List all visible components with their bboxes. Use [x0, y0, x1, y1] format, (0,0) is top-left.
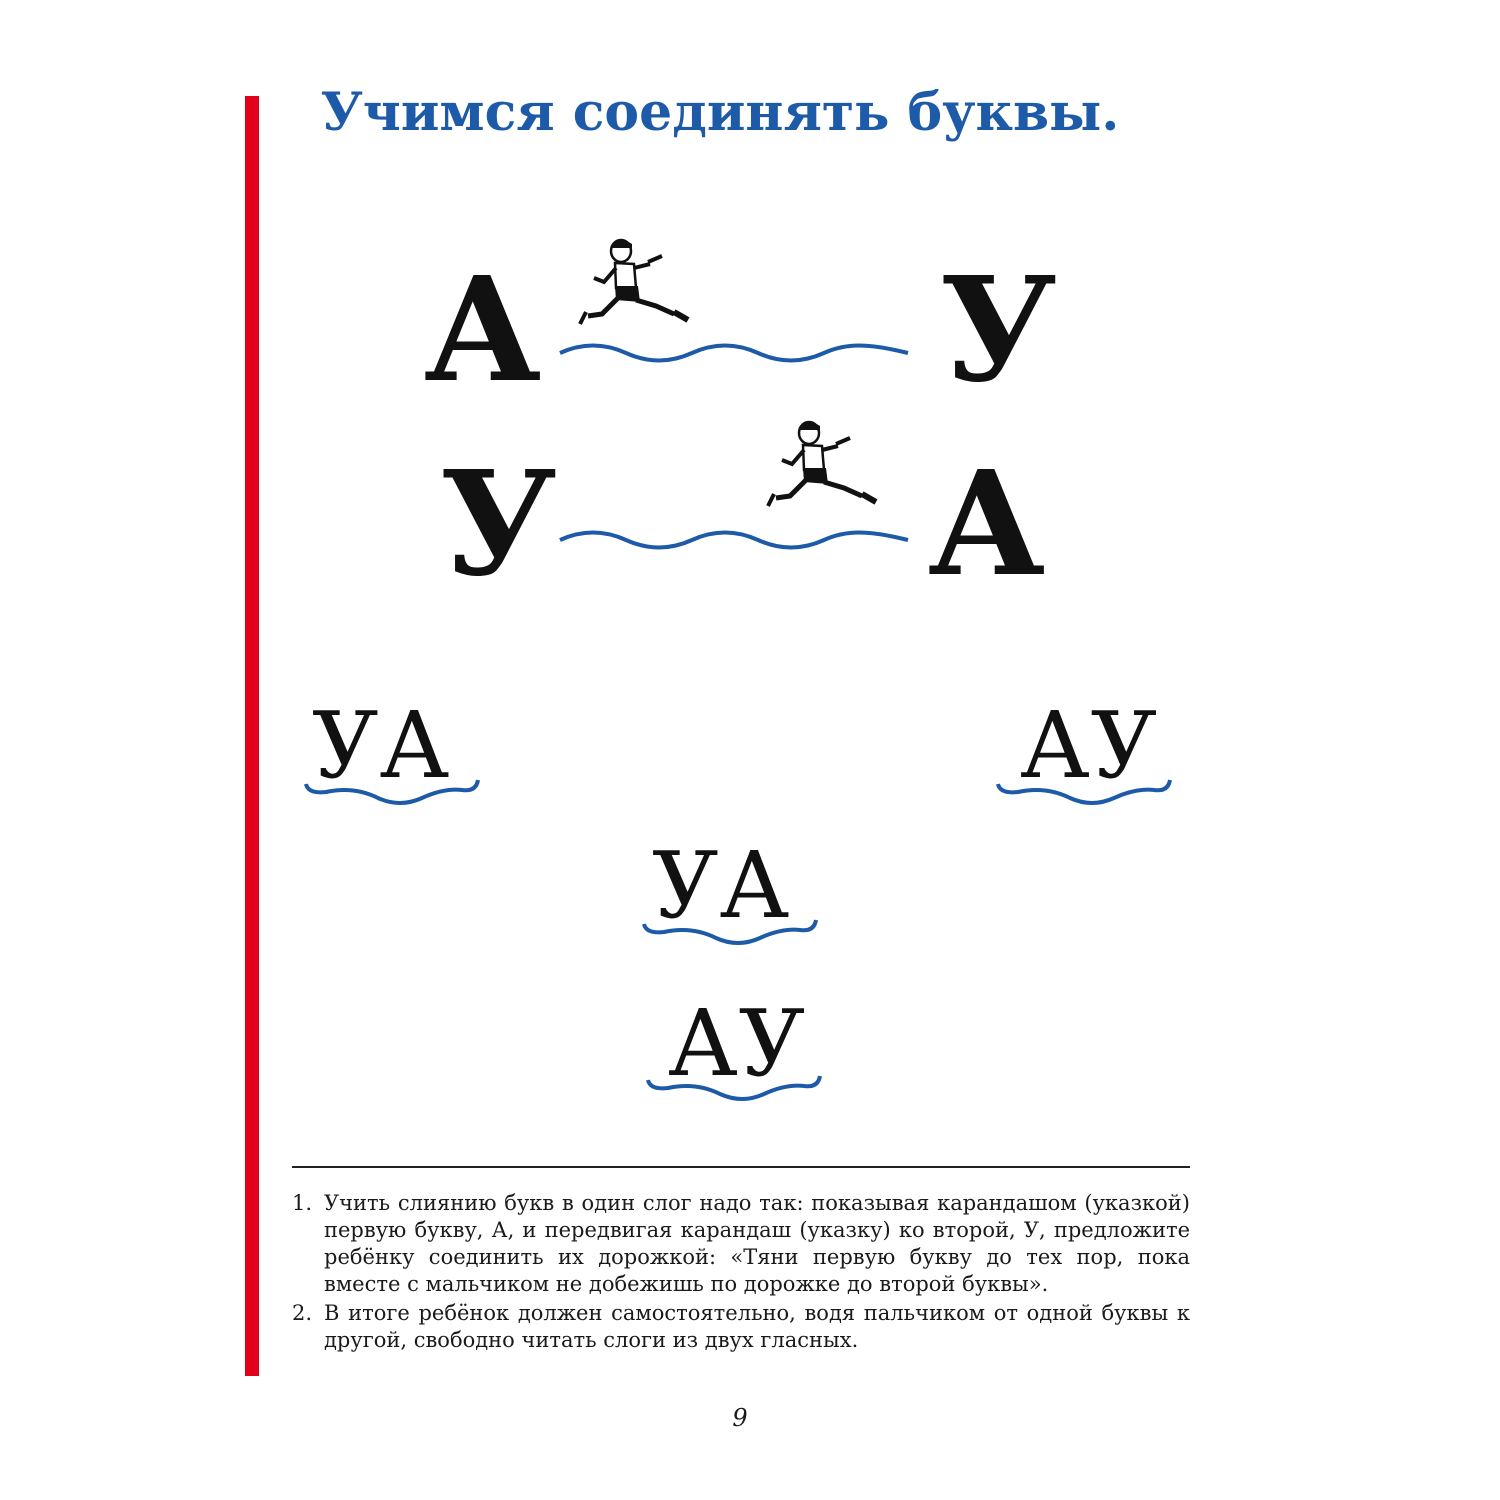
- footnote-item: [292, 1190, 1190, 1298]
- red-margin-bar: [245, 96, 259, 1376]
- row1-left-letter: А: [424, 245, 542, 414]
- row2-left-letter: У: [440, 439, 557, 608]
- footnotes: [292, 1190, 1190, 1356]
- syllable-left-arc-icon: [304, 776, 480, 816]
- page-title: Учимся соединять буквы.: [320, 82, 1120, 143]
- syllable-center-2: АУ: [668, 990, 807, 1097]
- row2-wave-path-icon: [560, 527, 910, 553]
- row2-running-boy-icon: [766, 418, 886, 513]
- footnote-item: [292, 1300, 1190, 1354]
- syllable-right-arc-icon: [996, 776, 1172, 816]
- footnote-text: В итоге ребёнок должен самостоятельно, водя пальчиком от одной буквы к другой, свободно читать слоги из двух гласных.: [324, 1301, 1190, 1352]
- syllable-left: УА: [312, 692, 451, 799]
- row1-wave-path-icon: [560, 340, 910, 366]
- syllable-center-1: УА: [652, 832, 791, 939]
- syllable-center-2-arc-icon: [646, 1072, 822, 1112]
- footnote-number: 1.: [292, 1191, 313, 1215]
- footnote-text: Учить слиянию букв в один слог надо так: показывая карандашом (указкой) первую букву, А, и передвигая карандаш (указку) ко второй, У, предложите ребёнку соединить их дорожкой: «Тяни первую букву до тех пор, пока вместе с мальчиком не добежишь по дорожке до второй буквы».: [324, 1191, 1190, 1296]
- row1-running-boy-icon: [578, 236, 698, 331]
- footnote-divider: [292, 1166, 1190, 1168]
- page-number: 9: [732, 1404, 748, 1432]
- row2-right-letter: А: [928, 439, 1046, 608]
- footnote-number: 2.: [292, 1301, 313, 1325]
- row1-right-letter: У: [940, 245, 1057, 414]
- syllable-right: АУ: [1020, 692, 1159, 799]
- syllable-center-1-arc-icon: [642, 916, 818, 956]
